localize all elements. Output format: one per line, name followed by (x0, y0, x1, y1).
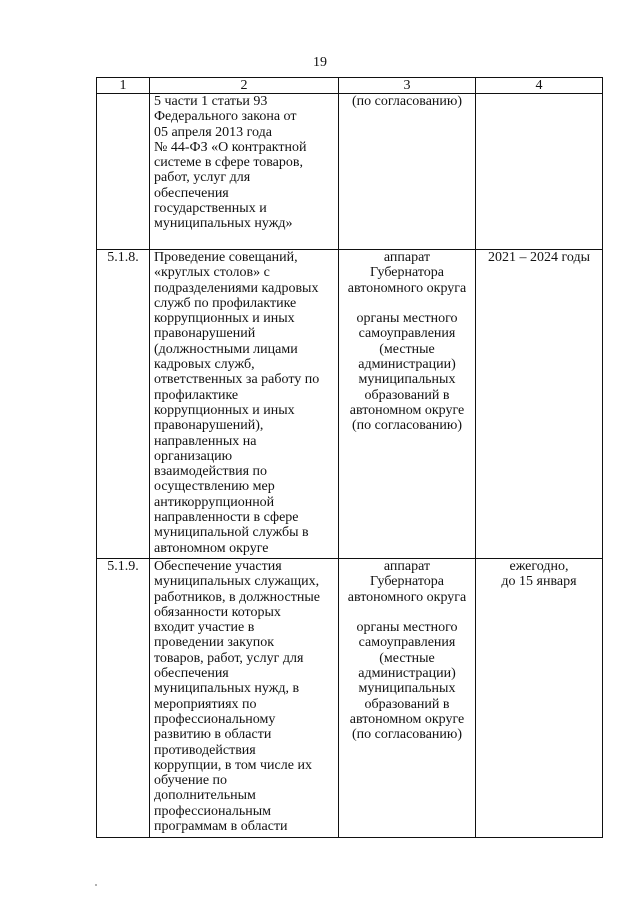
cell-text-line: муниципальных служащих, (154, 574, 320, 590)
cell-text-line: Федерального закона от (154, 109, 297, 125)
cell-text-line: программам в области (154, 819, 288, 835)
cell-text-line: аппарат (383, 559, 431, 574)
cell-text-line: самоуправления (358, 635, 456, 651)
cell-text-line: обеспечения (154, 185, 229, 201)
cell-text-line: до 15 января (501, 574, 577, 590)
cell-text-line: противодействия (154, 742, 256, 758)
row-number-cell: 5.1.9. (97, 559, 150, 838)
cell-text-line: кадровых служб, (154, 357, 255, 373)
cell-text-line: Губернатора (369, 265, 445, 281)
cell-text-line: профилактике (154, 387, 239, 403)
table-row (97, 94, 603, 250)
cell-text-line: ежегодно, (509, 559, 569, 574)
responsible-cell (339, 250, 476, 559)
cell-text-line: мероприятиях по (154, 696, 257, 712)
cell-text-line: (должностными лицами (154, 341, 298, 357)
cell-text-line: (по согласованию) (351, 418, 463, 434)
cell-text-line: входит участие в (154, 620, 255, 636)
responsible-cell (339, 94, 476, 250)
cell-text-line: работников, в должностные (154, 589, 320, 605)
row-number-cell (97, 94, 150, 250)
cell-text-line: развитию в области (154, 727, 272, 743)
cell-text-line: 05 апреля 2013 года (154, 124, 272, 140)
scan-speck (95, 884, 97, 886)
cell-text-line: (по согласованию) (351, 727, 463, 743)
cell-text-line: муниципальных (358, 372, 456, 388)
cell-text-line: направленности в сфере (154, 510, 299, 526)
cell-text-line: 2021 – 2024 годы (487, 250, 591, 265)
table-row (97, 250, 603, 559)
column-header-2: 2 (150, 78, 339, 94)
cell-text-line: коррупции, в том числе их (154, 757, 312, 773)
cell-text-line: муниципальных нужд» (154, 216, 293, 232)
cell-text-line: направленных на (154, 433, 257, 449)
cell-text-line: автономного округа (347, 280, 467, 296)
cell-text-line: самоуправления (358, 326, 456, 342)
measure-description-cell (150, 559, 339, 838)
cell-text-line: коррупционных и иных (154, 311, 295, 327)
cell-text-line: подразделениями кадровых (154, 280, 319, 296)
cell-text-line: организацию (154, 448, 233, 464)
cell-text-line: Проведение совещаний, (154, 250, 298, 265)
measure-description-cell (150, 94, 339, 250)
cell-text-line: 5 части 1 статьи 93 (154, 94, 268, 109)
cell-text-line: автономном округе (349, 711, 465, 727)
column-header-1: 1 (97, 78, 150, 94)
cell-text-line: (по согласованию) (351, 94, 463, 109)
responsible-cell (339, 559, 476, 838)
cell-text-line: (местные (379, 650, 435, 666)
cell-text-line: товаров, работ, услуг для (154, 650, 304, 666)
cell-text-line: аппарат (383, 250, 431, 265)
cell-text-line: Губернатора (369, 574, 445, 590)
deadline-cell (476, 250, 603, 559)
cell-text-line: работ, услуг для (154, 170, 251, 186)
cell-text-line: проведении закупок (154, 635, 275, 651)
blank-line (343, 605, 471, 620)
cell-text-line: Обеспечение участия (154, 559, 282, 574)
cell-text-line: автономном округе (154, 540, 269, 556)
cell-text-line: образований в (364, 387, 450, 403)
row-number-cell: 5.1.8. (97, 250, 150, 559)
cell-text-line: осуществлению мер (154, 479, 275, 495)
cell-text-line: муниципальных нужд, в (154, 681, 300, 697)
cell-text-line: системе в сфере товаров, (154, 155, 304, 171)
cell-text-line: органы местного (356, 311, 458, 327)
cell-text-line: обучение по (154, 773, 228, 789)
cell-text-line: ответственных за работу по (154, 372, 320, 388)
cell-text-line: администрации) (358, 357, 456, 373)
blank-line (343, 296, 471, 311)
column-header-4: 4 (476, 78, 603, 94)
cell-text-line: муниципальных (358, 681, 456, 697)
page-number: 19 (313, 55, 327, 70)
cell-text-line: взаимодействия по (154, 464, 267, 480)
column-header-3: 3 (339, 78, 476, 94)
cell-text-line: обеспечения (154, 666, 229, 682)
cell-text-line: обязанности которых (154, 604, 281, 620)
cell-text-line: служб по профилактике (154, 295, 297, 311)
cell-text-line: администрации) (358, 666, 456, 682)
cell-text-line: государственных и (154, 201, 267, 217)
cell-text-line: образований в (364, 696, 450, 712)
cell-text-line: «круглых столов» с (154, 265, 270, 281)
table-header-row (97, 78, 603, 94)
cell-text-line: (местные (379, 341, 435, 357)
cell-text-line: профессиональному (154, 711, 276, 727)
cell-text-line: правонарушений (154, 326, 256, 342)
table-row (97, 559, 603, 838)
measure-description-cell (150, 250, 339, 559)
cell-text-line: № 44-ФЗ «О контрактной (154, 139, 307, 155)
cell-text-line: органы местного (356, 620, 458, 636)
cell-text-line: автономного округа (347, 589, 467, 605)
cell-text-line: профессиональным (154, 803, 272, 819)
cell-text-line: коррупционных и иных (154, 402, 295, 418)
cell-text-line: антикоррупционной (154, 494, 275, 510)
cell-text-line: правонарушений), (154, 418, 264, 434)
deadline-cell (476, 94, 603, 250)
deadline-cell (476, 559, 603, 838)
cell-text-line: дополнительным (154, 788, 256, 804)
cell-text-line: автономном округе (349, 402, 465, 418)
measures-table (96, 77, 603, 838)
cell-text-line: муниципальной службы в (154, 525, 309, 541)
